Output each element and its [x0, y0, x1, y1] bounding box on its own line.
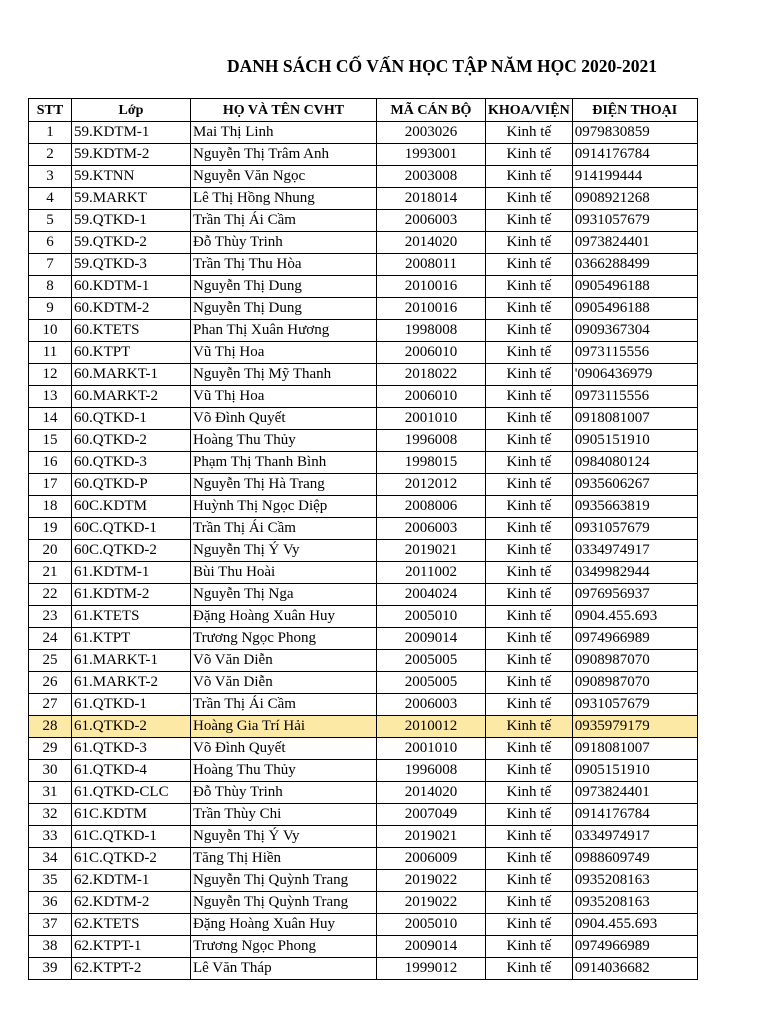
cell-dien-thoai: 914199444 — [572, 166, 697, 188]
cell-ho-ten: Trương Ngọc Phong — [191, 628, 377, 650]
cell-dien-thoai: 0905151910 — [572, 760, 697, 782]
cell-dien-thoai: 0973115556 — [572, 386, 697, 408]
cell-ma-can-bo: 2006003 — [377, 210, 486, 232]
table-row — [29, 166, 698, 188]
cell-ho-ten: Mai Thị Linh — [191, 122, 377, 144]
table-row — [29, 408, 698, 430]
cell-lop: 61.KTETS — [72, 606, 191, 628]
cell-dien-thoai: 0935663819 — [572, 496, 697, 518]
table-row — [29, 254, 698, 276]
cell-dien-thoai: 0974966989 — [572, 628, 697, 650]
header-dien-thoai: ĐIỆN THOẠI — [572, 99, 697, 122]
cell-ma-can-bo: 1993001 — [377, 144, 486, 166]
cell-khoa-vien: Kinh tế — [486, 408, 573, 430]
cell-ho-ten: Nguyễn Thị Quỳnh Trang — [191, 892, 377, 914]
cell-ma-can-bo: 2010012 — [377, 716, 486, 738]
cell-stt: 13 — [29, 386, 72, 408]
cell-lop: 60.KDTM-1 — [72, 276, 191, 298]
table-row — [29, 452, 698, 474]
cell-dien-thoai: 0973824401 — [572, 232, 697, 254]
cell-ho-ten: Hoàng Gia Trí Hải — [191, 716, 377, 738]
cell-ho-ten: Trần Thị Thu Hòa — [191, 254, 377, 276]
table-row — [29, 870, 698, 892]
cell-dien-thoai: 0909367304 — [572, 320, 697, 342]
table-row — [29, 232, 698, 254]
cell-ma-can-bo: 2003008 — [377, 166, 486, 188]
cell-lop: 59.QTKD-1 — [72, 210, 191, 232]
cell-dien-thoai: 0979830859 — [572, 122, 697, 144]
cell-lop: 62.KDTM-2 — [72, 892, 191, 914]
cell-stt: 26 — [29, 672, 72, 694]
table-row — [29, 144, 698, 166]
cell-lop: 59.MARKT — [72, 188, 191, 210]
cell-khoa-vien: Kinh tế — [486, 364, 573, 386]
cell-dien-thoai: 0973824401 — [572, 782, 697, 804]
cell-dien-thoai: 0988609749 — [572, 848, 697, 870]
cell-lop: 61C.QTKD-2 — [72, 848, 191, 870]
cell-ma-can-bo: 2018022 — [377, 364, 486, 386]
cell-ma-can-bo: 2005005 — [377, 650, 486, 672]
cell-lop: 62.KTPT-1 — [72, 936, 191, 958]
cell-dien-thoai: 0914176784 — [572, 804, 697, 826]
table-row — [29, 716, 698, 738]
table-row — [29, 540, 698, 562]
cell-stt: 35 — [29, 870, 72, 892]
cell-ma-can-bo: 2011002 — [377, 562, 486, 584]
cell-ho-ten: Nguyễn Thị Nga — [191, 584, 377, 606]
cell-ma-can-bo: 1999012 — [377, 958, 486, 980]
cell-ma-can-bo: 2005010 — [377, 914, 486, 936]
cell-stt: 22 — [29, 584, 72, 606]
table-row — [29, 628, 698, 650]
cell-dien-thoai: 0935208163 — [572, 870, 697, 892]
cell-khoa-vien: Kinh tế — [486, 144, 573, 166]
cell-stt: 25 — [29, 650, 72, 672]
cell-khoa-vien: Kinh tế — [486, 210, 573, 232]
cell-lop: 61.QTKD-2 — [72, 716, 191, 738]
cell-khoa-vien: Kinh tế — [486, 628, 573, 650]
cell-stt: 29 — [29, 738, 72, 760]
table-row — [29, 892, 698, 914]
cell-dien-thoai: 0905151910 — [572, 430, 697, 452]
cell-khoa-vien: Kinh tế — [486, 760, 573, 782]
table-row — [29, 342, 698, 364]
cell-dien-thoai: 0935606267 — [572, 474, 697, 496]
table-row — [29, 210, 698, 232]
cell-lop: 61.MARKT-1 — [72, 650, 191, 672]
cell-ma-can-bo: 2008011 — [377, 254, 486, 276]
cell-ho-ten: Lê Văn Tháp — [191, 958, 377, 980]
cell-ho-ten: Trần Thị Ái Cầm — [191, 518, 377, 540]
cell-stt: 15 — [29, 430, 72, 452]
cell-khoa-vien: Kinh tế — [486, 584, 573, 606]
cell-stt: 32 — [29, 804, 72, 826]
cell-ho-ten: Võ Văn Diễn — [191, 672, 377, 694]
table-row — [29, 122, 698, 144]
cell-ho-ten: Hoàng Thu Thủy — [191, 430, 377, 452]
cell-stt: 38 — [29, 936, 72, 958]
cell-stt: 16 — [29, 452, 72, 474]
cell-lop: 59.KDTM-1 — [72, 122, 191, 144]
cell-ma-can-bo: 2009014 — [377, 628, 486, 650]
cell-dien-thoai: 0935208163 — [572, 892, 697, 914]
cell-ho-ten: Phan Thị Xuân Hương — [191, 320, 377, 342]
cell-stt: 9 — [29, 298, 72, 320]
cell-dien-thoai: 0931057679 — [572, 210, 697, 232]
cell-stt: 11 — [29, 342, 72, 364]
table-row — [29, 386, 698, 408]
table-row — [29, 782, 698, 804]
cell-ho-ten: Đặng Hoàng Xuân Huy — [191, 606, 377, 628]
cell-dien-thoai: 0931057679 — [572, 518, 697, 540]
cell-dien-thoai: 0904.455.693 — [572, 914, 697, 936]
cell-ho-ten: Võ Đình Quyết — [191, 738, 377, 760]
cell-lop: 59.QTKD-3 — [72, 254, 191, 276]
table-row — [29, 650, 698, 672]
cell-khoa-vien: Kinh tế — [486, 496, 573, 518]
cell-ho-ten: Huỳnh Thị Ngọc Diệp — [191, 496, 377, 518]
cell-khoa-vien: Kinh tế — [486, 914, 573, 936]
cell-khoa-vien: Kinh tế — [486, 188, 573, 210]
cell-stt: 14 — [29, 408, 72, 430]
table-row — [29, 738, 698, 760]
cell-khoa-vien: Kinh tế — [486, 782, 573, 804]
cell-ho-ten: Nguyễn Thị Quỳnh Trang — [191, 870, 377, 892]
cell-stt: 23 — [29, 606, 72, 628]
cell-lop: 59.KTNN — [72, 166, 191, 188]
cell-ma-can-bo: 1996008 — [377, 430, 486, 452]
cell-dien-thoai: 0914036682 — [572, 958, 697, 980]
cell-stt: 34 — [29, 848, 72, 870]
cell-lop: 59.KDTM-2 — [72, 144, 191, 166]
cell-dien-thoai: 0334974917 — [572, 826, 697, 848]
cell-lop: 60.QTKD-P — [72, 474, 191, 496]
header-ten: HỌ VÀ TÊN CVHT — [191, 99, 377, 122]
table-row — [29, 320, 698, 342]
cell-dien-thoai: 0904.455.693 — [572, 606, 697, 628]
table-row — [29, 562, 698, 584]
table-row — [29, 474, 698, 496]
cell-ma-can-bo: 2001010 — [377, 408, 486, 430]
cell-stt: 7 — [29, 254, 72, 276]
cell-ho-ten: Bùi Thu Hoài — [191, 562, 377, 584]
cell-ma-can-bo: 2006003 — [377, 694, 486, 716]
cell-khoa-vien: Kinh tế — [486, 474, 573, 496]
cell-ho-ten: Vũ Thị Hoa — [191, 386, 377, 408]
cell-dien-thoai: 0908921268 — [572, 188, 697, 210]
cell-stt: 19 — [29, 518, 72, 540]
cell-ho-ten: Trương Ngọc Phong — [191, 936, 377, 958]
cell-stt: 37 — [29, 914, 72, 936]
cell-ho-ten: Phạm Thị Thanh Bình — [191, 452, 377, 474]
cell-ma-can-bo: 2005005 — [377, 672, 486, 694]
table-row — [29, 298, 698, 320]
cell-khoa-vien: Kinh tế — [486, 650, 573, 672]
cell-khoa-vien: Kinh tế — [486, 276, 573, 298]
page-title: DANH SÁCH CỐ VẤN HỌC TẬP NĂM HỌC 2020-2021 — [227, 56, 658, 76]
table-row — [29, 694, 698, 716]
cell-stt: 12 — [29, 364, 72, 386]
cell-khoa-vien: Kinh tế — [486, 606, 573, 628]
cell-lop: 61.KTPT — [72, 628, 191, 650]
cell-ma-can-bo: 1998008 — [377, 320, 486, 342]
cell-ho-ten: Đỗ Thùy Trinh — [191, 782, 377, 804]
cell-lop: 60.QTKD-3 — [72, 452, 191, 474]
cell-lop: 62.KTPT-2 — [72, 958, 191, 980]
cell-stt: 31 — [29, 782, 72, 804]
cell-lop: 59.QTKD-2 — [72, 232, 191, 254]
cell-khoa-vien: Kinh tế — [486, 804, 573, 826]
cell-stt: 18 — [29, 496, 72, 518]
cell-ma-can-bo: 2019021 — [377, 826, 486, 848]
cell-lop: 60.QTKD-1 — [72, 408, 191, 430]
cell-ho-ten: Nguyễn Thị Ý Vy — [191, 826, 377, 848]
cell-lop: 61.KDTM-2 — [72, 584, 191, 606]
cell-dien-thoai: 0976956937 — [572, 584, 697, 606]
cell-ma-can-bo: 2012012 — [377, 474, 486, 496]
cell-stt: 1 — [29, 122, 72, 144]
table-row — [29, 672, 698, 694]
cell-ho-ten: Trần Thị Ái Cầm — [191, 694, 377, 716]
cell-lop: 61.QTKD-4 — [72, 760, 191, 782]
cell-khoa-vien: Kinh tế — [486, 166, 573, 188]
cell-ma-can-bo: 2008006 — [377, 496, 486, 518]
cell-khoa-vien: Kinh tế — [486, 936, 573, 958]
cell-dien-thoai: 0918081007 — [572, 408, 697, 430]
table-row — [29, 364, 698, 386]
header-ma-can-bo: MÃ CÁN BỘ — [377, 99, 486, 122]
cell-stt: 8 — [29, 276, 72, 298]
cell-khoa-vien: Kinh tế — [486, 738, 573, 760]
cell-ma-can-bo: 2014020 — [377, 232, 486, 254]
cell-khoa-vien: Kinh tế — [486, 298, 573, 320]
cell-lop: 61.MARKT-2 — [72, 672, 191, 694]
table-row — [29, 760, 698, 782]
cell-lop: 62.KTETS — [72, 914, 191, 936]
cell-ma-can-bo: 2010016 — [377, 298, 486, 320]
table-row — [29, 188, 698, 210]
cell-dien-thoai: '0906436979 — [572, 364, 697, 386]
cell-ho-ten: Nguyễn Thị Mỹ Thanh — [191, 364, 377, 386]
cell-ma-can-bo: 2014020 — [377, 782, 486, 804]
cell-ma-can-bo: 2019022 — [377, 892, 486, 914]
cell-ho-ten: Nguyễn Thị Trâm Anh — [191, 144, 377, 166]
cell-stt: 3 — [29, 166, 72, 188]
cell-ma-can-bo: 2006010 — [377, 386, 486, 408]
table-row — [29, 276, 698, 298]
cell-dien-thoai: 0918081007 — [572, 738, 697, 760]
table-row — [29, 826, 698, 848]
cell-dien-thoai: 0905496188 — [572, 298, 697, 320]
cell-dien-thoai: 0974966989 — [572, 936, 697, 958]
cell-khoa-vien: Kinh tế — [486, 320, 573, 342]
cell-stt: 17 — [29, 474, 72, 496]
cell-ho-ten: Trần Thùy Chi — [191, 804, 377, 826]
cell-ma-can-bo: 2006009 — [377, 848, 486, 870]
cell-khoa-vien: Kinh tế — [486, 430, 573, 452]
cell-ho-ten: Nguyễn Thị Dung — [191, 298, 377, 320]
cell-dien-thoai: 0349982944 — [572, 562, 697, 584]
cell-ho-ten: Võ Đình Quyết — [191, 408, 377, 430]
cell-khoa-vien: Kinh tế — [486, 826, 573, 848]
cell-lop: 60.KTPT — [72, 342, 191, 364]
cell-ma-can-bo: 2006003 — [377, 518, 486, 540]
table-row — [29, 914, 698, 936]
cell-lop: 60.MARKT-1 — [72, 364, 191, 386]
cell-dien-thoai: 0973115556 — [572, 342, 697, 364]
cell-lop: 61.QTKD-CLC — [72, 782, 191, 804]
cell-ho-ten: Nguyễn Văn Ngọc — [191, 166, 377, 188]
cell-dien-thoai: 0931057679 — [572, 694, 697, 716]
table-row — [29, 804, 698, 826]
cell-ho-ten: Đặng Hoàng Xuân Huy — [191, 914, 377, 936]
cell-stt: 21 — [29, 562, 72, 584]
table-row — [29, 496, 698, 518]
cell-ho-ten: Nguyễn Thị Ý Vy — [191, 540, 377, 562]
table-row — [29, 848, 698, 870]
cell-stt: 30 — [29, 760, 72, 782]
cell-lop: 61.QTKD-1 — [72, 694, 191, 716]
cell-ma-can-bo: 2003026 — [377, 122, 486, 144]
cell-lop: 60.MARKT-2 — [72, 386, 191, 408]
cell-ma-can-bo: 2007049 — [377, 804, 486, 826]
cell-khoa-vien: Kinh tế — [486, 540, 573, 562]
cell-stt: 2 — [29, 144, 72, 166]
cell-ho-ten: Đỗ Thùy Trinh — [191, 232, 377, 254]
cell-stt: 36 — [29, 892, 72, 914]
cell-lop: 61.KDTM-1 — [72, 562, 191, 584]
cell-dien-thoai: 0914176784 — [572, 144, 697, 166]
cell-stt: 4 — [29, 188, 72, 210]
cell-dien-thoai: 0366288499 — [572, 254, 697, 276]
cell-lop: 60.KTETS — [72, 320, 191, 342]
cell-ho-ten: Võ Văn Diễn — [191, 650, 377, 672]
cell-khoa-vien: Kinh tế — [486, 870, 573, 892]
cell-stt: 39 — [29, 958, 72, 980]
cell-ma-can-bo: 2018014 — [377, 188, 486, 210]
cell-khoa-vien: Kinh tế — [486, 716, 573, 738]
header-lop: Lớp — [72, 99, 191, 122]
cell-stt: 28 — [29, 716, 72, 738]
cell-ho-ten: Tăng Thị Hiền — [191, 848, 377, 870]
cell-khoa-vien: Kinh tế — [486, 232, 573, 254]
cell-ma-can-bo: 2019021 — [377, 540, 486, 562]
cell-ma-can-bo: 1998015 — [377, 452, 486, 474]
advisor-table — [28, 98, 698, 980]
cell-khoa-vien: Kinh tế — [486, 254, 573, 276]
header-khoa-vien: KHOA/VIỆN — [486, 99, 573, 122]
header-row — [29, 99, 698, 122]
cell-ho-ten: Vũ Thị Hoa — [191, 342, 377, 364]
table-row — [29, 606, 698, 628]
cell-ho-ten: Hoàng Thu Thủy — [191, 760, 377, 782]
cell-lop: 60C.QTKD-1 — [72, 518, 191, 540]
cell-stt: 10 — [29, 320, 72, 342]
header-stt: STT — [29, 99, 72, 122]
cell-stt: 24 — [29, 628, 72, 650]
cell-ma-can-bo: 1996008 — [377, 760, 486, 782]
cell-khoa-vien: Kinh tế — [486, 342, 573, 364]
cell-dien-thoai: 0908987070 — [572, 650, 697, 672]
cell-ma-can-bo: 2005010 — [377, 606, 486, 628]
cell-lop: 60C.KDTM — [72, 496, 191, 518]
cell-khoa-vien: Kinh tế — [486, 848, 573, 870]
cell-lop: 60C.QTKD-2 — [72, 540, 191, 562]
cell-dien-thoai: 0334974917 — [572, 540, 697, 562]
cell-lop: 62.KDTM-1 — [72, 870, 191, 892]
cell-ma-can-bo: 2001010 — [377, 738, 486, 760]
cell-khoa-vien: Kinh tế — [486, 892, 573, 914]
cell-khoa-vien: Kinh tế — [486, 518, 573, 540]
cell-lop: 61C.QTKD-1 — [72, 826, 191, 848]
cell-ma-can-bo: 2006010 — [377, 342, 486, 364]
cell-khoa-vien: Kinh tế — [486, 452, 573, 474]
cell-lop: 60.QTKD-2 — [72, 430, 191, 452]
cell-stt: 6 — [29, 232, 72, 254]
table-row — [29, 584, 698, 606]
table-row — [29, 958, 698, 980]
cell-stt: 20 — [29, 540, 72, 562]
cell-dien-thoai: 0905496188 — [572, 276, 697, 298]
cell-stt: 27 — [29, 694, 72, 716]
table-row — [29, 518, 698, 540]
cell-dien-thoai: 0935979179 — [572, 716, 697, 738]
cell-ma-can-bo: 2010016 — [377, 276, 486, 298]
cell-ma-can-bo: 2009014 — [377, 936, 486, 958]
cell-lop: 61.QTKD-3 — [72, 738, 191, 760]
cell-dien-thoai: 0984080124 — [572, 452, 697, 474]
cell-ma-can-bo: 2004024 — [377, 584, 486, 606]
cell-dien-thoai: 0908987070 — [572, 672, 697, 694]
cell-khoa-vien: Kinh tế — [486, 672, 573, 694]
cell-khoa-vien: Kinh tế — [486, 122, 573, 144]
table-row — [29, 936, 698, 958]
cell-stt: 33 — [29, 826, 72, 848]
cell-ma-can-bo: 2019022 — [377, 870, 486, 892]
cell-ho-ten: Lê Thị Hồng Nhung — [191, 188, 377, 210]
cell-khoa-vien: Kinh tế — [486, 562, 573, 584]
cell-ho-ten: Trần Thị Ái Cầm — [191, 210, 377, 232]
cell-ho-ten: Nguyễn Thị Dung — [191, 276, 377, 298]
cell-stt: 5 — [29, 210, 72, 232]
cell-khoa-vien: Kinh tế — [486, 694, 573, 716]
table-row — [29, 430, 698, 452]
cell-khoa-vien: Kinh tế — [486, 958, 573, 980]
cell-lop: 60.KDTM-2 — [72, 298, 191, 320]
cell-ho-ten: Nguyễn Thị Hà Trang — [191, 474, 377, 496]
cell-khoa-vien: Kinh tế — [486, 386, 573, 408]
cell-lop: 61C.KDTM — [72, 804, 191, 826]
